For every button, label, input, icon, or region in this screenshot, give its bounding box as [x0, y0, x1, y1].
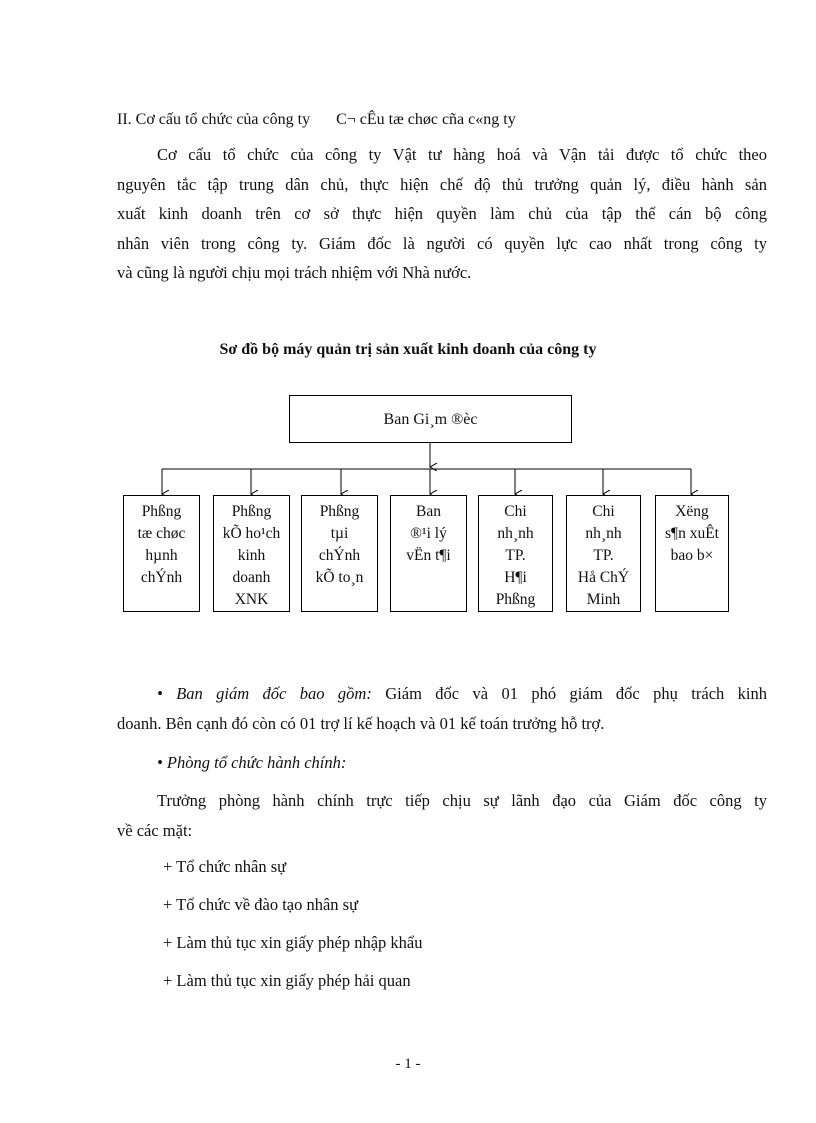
- section-phong-to-chuc-body: [117, 786, 767, 845]
- intro-line: nhân viên trong công ty. Giám đốc là người có quyền lực cao nhất trong công ty: [117, 233, 767, 253]
- bullet-dot: •: [157, 753, 167, 772]
- section-text: về các mặt:: [117, 820, 193, 840]
- org-box-top: Ban Gi¸m ®èc: [289, 395, 572, 443]
- org-box-dept: Phßng tæ chøc hµnh chÝnh: [123, 495, 200, 612]
- intro-line: và cũng là người chịu mọi trách nhiệm với Nhà nước.: [117, 263, 472, 282]
- bullet-dot: •: [157, 684, 177, 703]
- org-chart-title: Sơ đồ bộ máy quản trị sản xuất kinh doanh của công ty: [219, 341, 597, 358]
- section-text: Giám đốc và 01 phó giám đốc phụ trách kinh: [385, 684, 768, 703]
- list-item: + Tổ chức nhân sự: [163, 857, 287, 876]
- org-box-dept: Phßng tµi chÝnh kÕ to¸n: [301, 495, 378, 612]
- org-box-dept: Ban ®¹i lý vËn t¶i: [390, 495, 467, 612]
- org-box-dept: Xëng s¶n xuÊt bao b×: [655, 495, 729, 612]
- heading-garbled-text: C¬ cÊu tæ chøc cña c«ng ty: [336, 111, 516, 128]
- list-item: + Tổ chức về đào tạo nhân sự: [163, 895, 359, 914]
- section-title: Phòng tổ chức hành chính:: [166, 753, 347, 772]
- intro-line: Cơ cấu tổ chức của công ty Vật tư hàng hoá và Vận tải được tổ chức theo: [157, 145, 767, 164]
- org-box-dept: Phßng kÕ ho¹ch kinh doanh XNK: [213, 495, 290, 612]
- intro-line: xuất kinh doanh trên cơ sở thực hiện quyền làm chủ của tập thể cán bộ công: [117, 204, 767, 223]
- org-box-dept: Chi nh¸nh TP. H¶i Phßng: [478, 495, 553, 612]
- list-item: + Làm thủ tục xin giấy phép nhập khẩu: [163, 933, 423, 952]
- org-box-dept: Chi nh¸nh TP. Hå ChÝ Minh: [566, 495, 641, 612]
- section-phong-to-chuc: [117, 748, 767, 778]
- heading-text: II. Cơ cấu tổ chức của công ty: [117, 111, 311, 128]
- page-number: - 1 -: [395, 1056, 421, 1072]
- section-text: Trưởng phòng hành chính trực tiếp chịu sự lãnh đạo của Giám đốc công ty: [157, 791, 767, 810]
- section-text: doanh. Bên cạnh đó còn có 01 trợ lí kế hoạch và 01 kế toán trưởng hỗ trợ.: [117, 713, 605, 733]
- section-title: Ban giám đốc bao gồm:: [176, 684, 372, 703]
- list-item: + Làm thủ tục xin giấy phép hải quan: [163, 971, 411, 990]
- intro-line: nguyên tắc tập trung dân chủ, thực hiện chế độ thủ trưởng quản lý, điều hành sản: [117, 174, 767, 194]
- section-ban-giam-doc: [117, 679, 767, 738]
